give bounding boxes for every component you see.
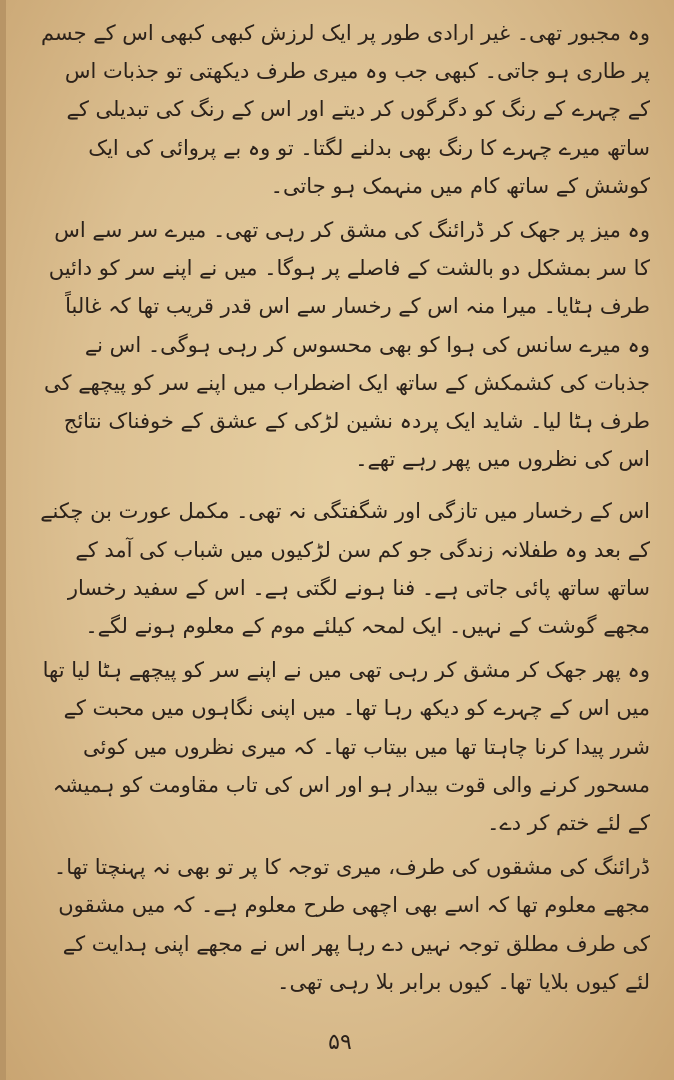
paragraph-3: اس کے رخسار میں تازگی اور شگفتگی نہ تھی۔ مکمل عورت بن چکنے کے بعد وہ طفلانہ زندگی جو کم سن لڑکیوں میں شباب کی آمد کے ساتھ ساتھ پائی جاتی ہے۔ فنا ہونے لگتی ہے۔ اس کے سفید رخسار مجھے گوشت کے نہیں۔ ایک لمحہ کیلئے موم کے معلوم ہونے لگے۔	[40, 499, 650, 639]
page-number: ۵۹	[328, 1030, 352, 1055]
paragraph-2: وہ میز پر جھک کر ڈرائنگ کی مشق کر رہی تھی۔ میرے سر سے اس کا سر بمشکل دو بالشت کے فاصلے پر ہوگا۔ میں نے اپنے سر کو دائیں طرف ہٹایا۔ میرا منہ اس کے رخسار سے اس قدر قریب تھا کہ غالباً وہ میرے سانس کی ہوا کو بھی محسوس کر رہی ہوگی۔ اس نے جذبات کی کشمکش کے ساتھ ایک اضطراب میں اپنے سر کو پیچھے کی طرف ہٹا لیا۔ شاید ایک پردہ نشین لڑکی کے عشق کے خوفناک نتائج اس کی نظروں میں پھر رہے تھے۔	[44, 218, 650, 472]
page-body-text	[40, 14, 650, 1001]
paragraph-5: ڈرائنگ کی مشقوں کی طرف، میری توجہ کا پر تو بھی نہ پہنچتا تھا۔ مجھے معلوم تھا کہ اسے بھی اچھی طرح معلوم ہے۔ کہ میں مشقوں کی طرف مطلق توجہ نہیں دے رہا پھر اس نے مجھے اپنی ہدایت کے لئے کیوں بلایا تھا۔ کیوں برابر بلا رہی تھی۔	[53, 855, 650, 994]
paragraph-4: وہ پھر جھک کر مشق کر رہی تھی میں نے اپنے سر کو پیچھے ہٹا لیا تھا میں اس کے چہرے کو دیکھ رہا تھا۔ میں اپنی نگاہوں میں محبت کے شرر پیدا کرنا چاہتا تھا میں بیتاب تھا۔ کہ میری نظروں میں کوئی مسحور کرنے والی قوت بیدار ہو اور اس کی تاب مقاومت کو ہمیشہ کے لئے ختم کر دے۔	[42, 658, 650, 836]
paragraph-1: وہ مجبور تھی۔ غیر ارادی طور پر ایک لرزش کبھی کبھی اس کے جسم پر طاری ہو جاتی۔ کبھی جب وہ میری طرف دیکھتی تو جذبات اس کے چہرے کے رنگ کو دگرگوں کر دیتے اور اس کے رنگ کی تبدیلی کے ساتھ میرے چہرے کا رنگ بھی بدلنے لگتا۔ تو وہ بے پروائی کی ایک کوشش کے ساتھ کام میں منہمک ہو جاتی۔	[40, 21, 650, 198]
